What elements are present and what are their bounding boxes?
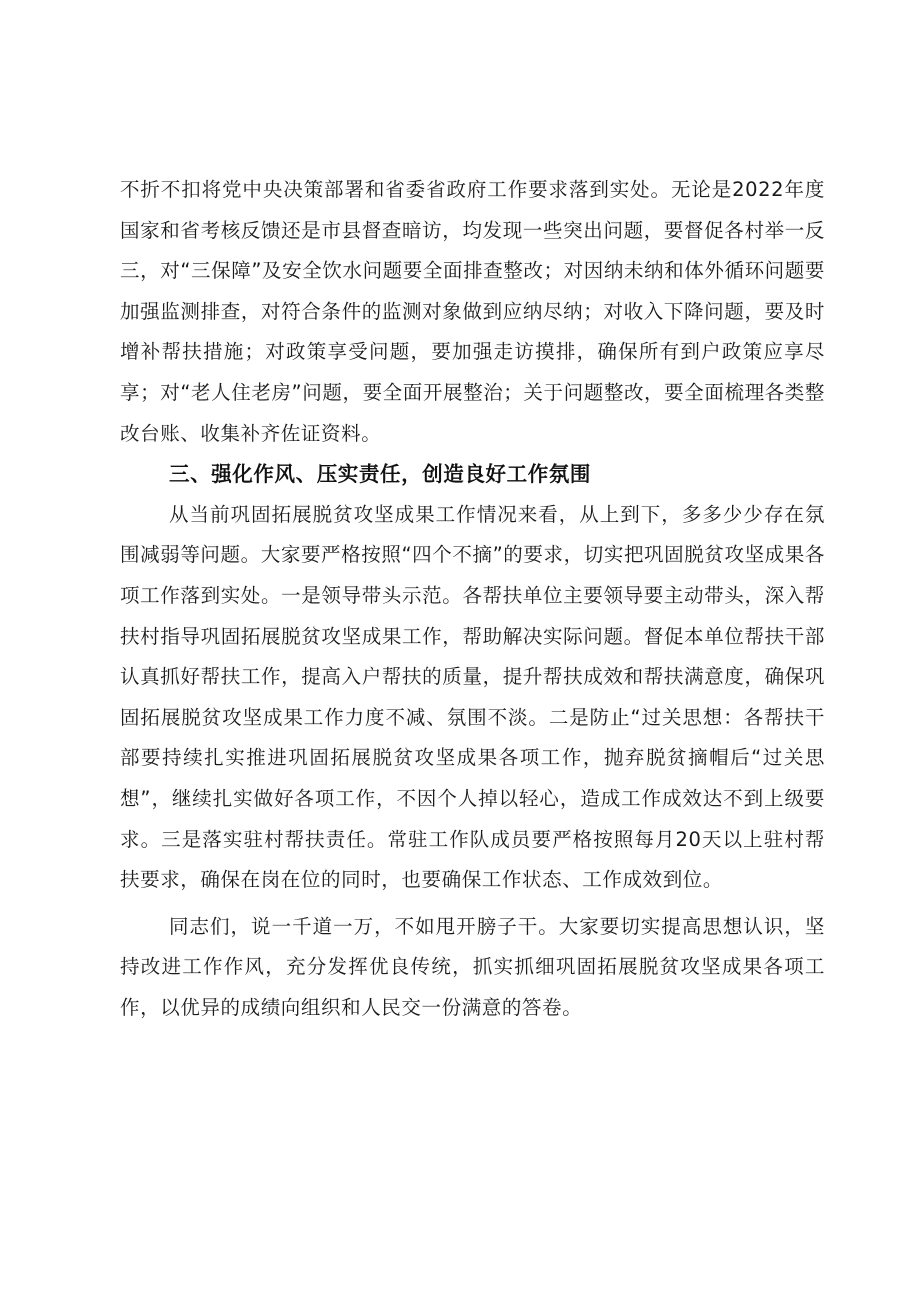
closing-paragraph: 同志们，说一千道一万，不如甩开膀子干。大家要切实提高思想认识，坚持改进工作作风，充分发挥优良传统，抓实抓细巩固拓展脱贫攻坚成果各项工作，以优异的成绩向组织和人民交一份满意的答卷。: [120, 914, 825, 1019]
section-heading: 三、强化作风、压实责任，创造良好工作氛围: [169, 462, 591, 487]
section-paragraph: 从当前巩固拓展脱贫攻坚成果工作情况来看，从上到下，多多少少存在氛围减弱等问题。大家要严格按照“四个不摘”的要求，切实把巩固脱贫攻坚成果各项工作落到实处。一是领导带头示范。各帮扶单位主要领导要主动带头，深入帮扶村指导巩固拓展脱贫攻坚成果工作，帮助解决实际问题。督促本单位帮扶干部认真抓好帮扶工作，提高入户帮扶的质量，提升帮扶成效和帮扶满意度，确保巩固拓展脱贫攻坚成果工作力度不减、氛围不淡。二是防止“过关思想：各帮扶干部要持续扎实推进巩固拓展脱贫攻坚成果各项工作，抛弃脱贫摘帽后“过关思想”，继续扎实做好各项工作，不因个人掉以轻心，造成工作成效达不到上级要求。三是落实驻村帮扶责任。常驻工作队成员要严格按照每月20天以上驻村帮扶要求，确保在岗在位的同时，也要确保工作状态、工作成效到位。: [120, 502, 825, 892]
document-body: [120, 170, 825, 1028]
paragraph-continuation: 不折不扣将党中央决策部署和省委省政府工作要求落到实处。无论是2022年度国家和省考核反馈还是市县督查暗访，均发现一些突出问题，要督促各村举一反三，对“三保障”及安全饮水问题要全面排查整改；对因纳未纳和体外循环问题要加强监测排查，对符合条件的监测对象做到应纳尽纳；对收入下降问题，要及时增补帮扶措施；对政策享受问题，要加强走访摸排，确保所有到户政策应享尽享；对“老人住老房”问题，要全面开展整治；关于问题整改，要全面梳理各类整改台账、收集补齐佐证资料。: [120, 178, 825, 445]
